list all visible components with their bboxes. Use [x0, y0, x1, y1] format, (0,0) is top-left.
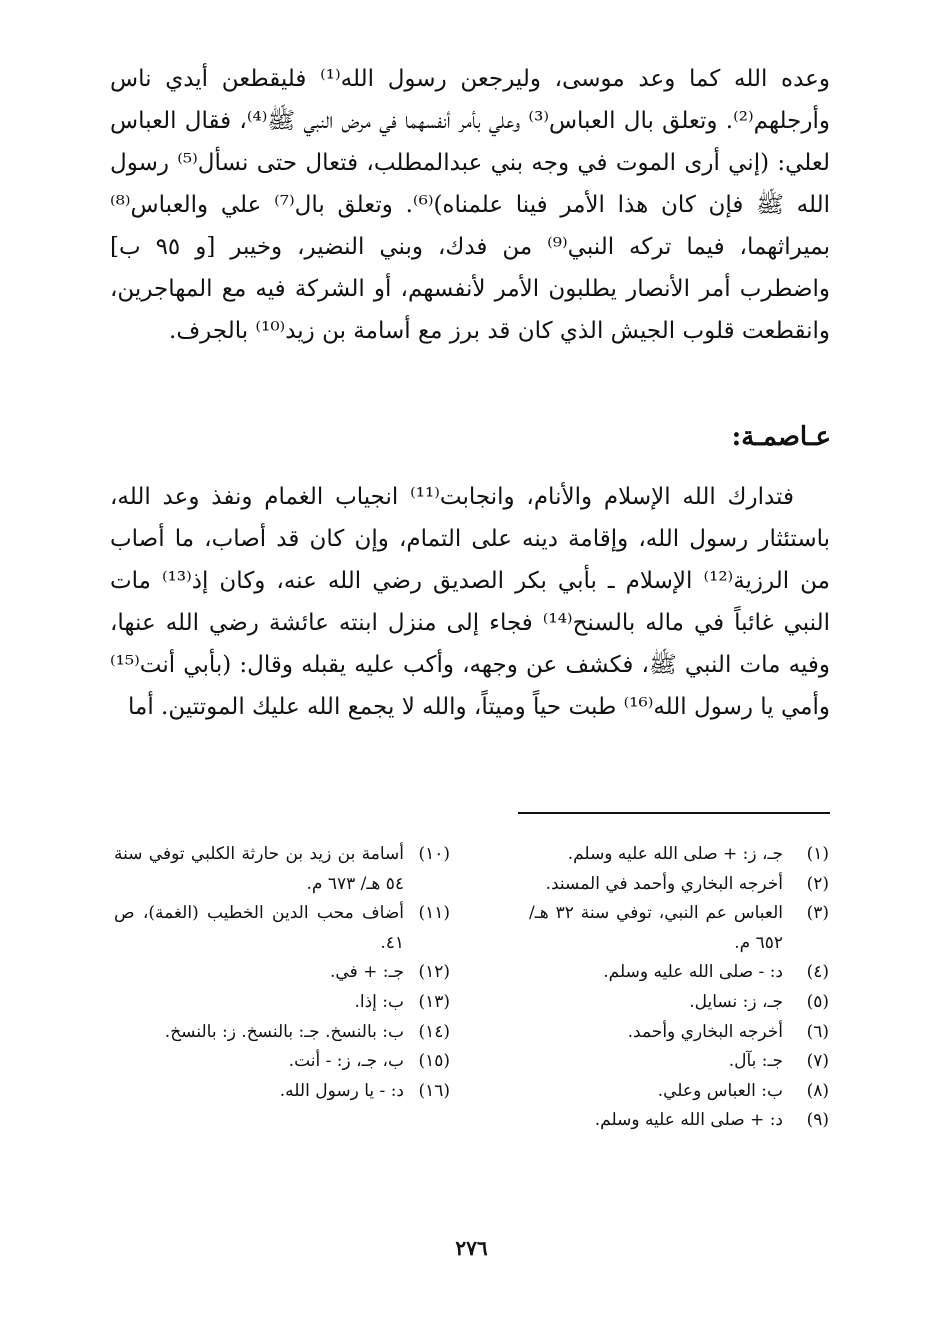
footnote-14 [114, 1018, 450, 1048]
footnote-text: د: - يا رسول الله. [279, 1080, 404, 1101]
footnote-number: (١٣) [418, 991, 450, 1012]
footnote-divider [518, 812, 830, 814]
footnotes-column-right [529, 840, 829, 1136]
footnote-text: أخرجه البخاري وأحمد في المسند. [545, 873, 783, 894]
section-heading: عـاصمـة: [731, 422, 831, 452]
footnote-number: (٣) [806, 903, 829, 924]
footnote-number: (٩) [806, 1110, 829, 1131]
footnote-number: (١٥) [418, 1051, 450, 1072]
footnote-4 [529, 958, 829, 988]
footnote-number: (١٢) [418, 962, 450, 983]
page-number: ٢٧٦ [455, 1236, 488, 1260]
footnote-text: أضاف محب الدين الخطيب (الغمة)، ص ٤١. [114, 903, 404, 953]
footnote-12 [114, 958, 450, 988]
footnote-6 [529, 1018, 829, 1048]
footnote-11 [114, 899, 450, 958]
footnote-number: (١) [806, 844, 829, 864]
footnote-number: (١٤) [418, 1021, 450, 1042]
footnote-number: (١١) [418, 903, 450, 924]
footnote-13 [114, 988, 450, 1018]
footnote-2 [529, 870, 829, 900]
footnote-number: (٥) [806, 991, 829, 1012]
footnote-text: د: - صلى الله عليه وسلم. [603, 962, 783, 983]
footnote-text: ب: العباس وعلي. [657, 1080, 783, 1101]
footnote-text: العباس عم النبي، توفي سنة ٣٢ هـ/ ٦٥٢ م. [529, 903, 783, 953]
footnote-number: (٦) [806, 1021, 829, 1042]
footnote-text: جـ: بآل. [728, 1051, 783, 1072]
footnote-number: (٤) [806, 962, 829, 983]
footnote-10 [114, 840, 450, 899]
footnote-text: ب، جـ، ز: - أنت. [288, 1051, 404, 1072]
footnote-number: (٧) [806, 1051, 829, 1072]
footnote-text: ب: بالنسخ. جـ: بالنسخ. ز: بالنسخ. [164, 1021, 404, 1042]
footnote-7 [529, 1047, 829, 1077]
body-paragraph-2: فتدارك الله الإسلام والأنام، وانجابت⁽¹¹⁾ انجياب الغمام ونفذ وعد الله، باستئثار رسول الله، وإقامة دينه على التمام، وإن كان قد أصاب، ما أصاب من الرزية⁽¹²⁾ الإسلام ـ بأبي بكر الصديق رضي الله عنه، وكان إذ⁽¹³⁾ مات النبي غائباً في ماله بالسنح⁽¹⁴⁾ فجاء إلى منزل ابنته عائشة رضي الله عنها، وفيه مات النبي ﷺ، فكشف عن وجهه، وأكب عليه يقبله وقال: (بأبي أنت⁽¹⁵⁾ وأمي يا رسول الله⁽¹⁶⁾ طبت حياً وميتاً، والله لا يجمع الله عليك الموتتين. أما [110, 484, 830, 720]
footnote-text: جـ، ز: نسايل. [689, 991, 783, 1012]
footnote-text: ب: إذا. [354, 991, 404, 1012]
footnote-1 [529, 840, 829, 870]
footnote-16 [114, 1077, 450, 1107]
footnote-text: أخرجه البخاري وأحمد. [627, 1021, 783, 1042]
footnote-text: جـ: + في. [330, 962, 404, 983]
footnote-number: (١٦) [418, 1080, 450, 1101]
footnote-number: (٢) [806, 873, 829, 894]
footnote-9 [529, 1106, 829, 1136]
footnote-text: أسامة بن زيد بن حارثة الكلبي توفي سنة ٥٤ هـ/ ٦٧٣ م. [114, 844, 404, 894]
footnote-3 [529, 899, 829, 958]
footnote-text: جـ، ز: + صلى الله عليه وسلم. [567, 844, 783, 864]
footnote-number: (٨) [806, 1080, 829, 1101]
footnote-text: د: + صلى الله عليه وسلم. [594, 1110, 783, 1131]
footnote-8 [529, 1077, 829, 1107]
footnotes-column-left [114, 840, 450, 1106]
body-paragraph-1: وعده الله كما وعد موسى، وليرجعن رسول الله⁽¹⁾ فليقطعن أيدي ناس وأرجلهم⁽²⁾. وتعلق بال العباس⁽³⁾ وعلي بأمر أنفسهما في مرض النبي ﷺ⁽⁴⁾، فقال العباس لعلي: (إني أرى الموت في وجه بني عبدالمطلب، فتعال حتى نسأل⁽⁵⁾ رسول الله ﷺ فإن كان هذا الأمر فينا علمناه)⁽⁶⁾. وتعلق بال⁽⁷⁾ علي والعباس⁽⁸⁾ بميراثهما، فيما تركه النبي⁽⁹⁾ من فدك، وبني النضير، وخيبر [و ٩٥ ب] واضطرب أمر الأنصار يطلبون الأمر لأنفسهم، أو الشركة فيه مع المهاجرين، وانقطعت قلوب الجيش الذي كان قد برز مع أسامة بن زيد⁽¹⁰⁾ بالجرف. [110, 66, 831, 344]
footnote-5 [529, 988, 829, 1018]
footnote-15 [114, 1047, 450, 1077]
footnote-number: (١٠) [418, 844, 450, 864]
